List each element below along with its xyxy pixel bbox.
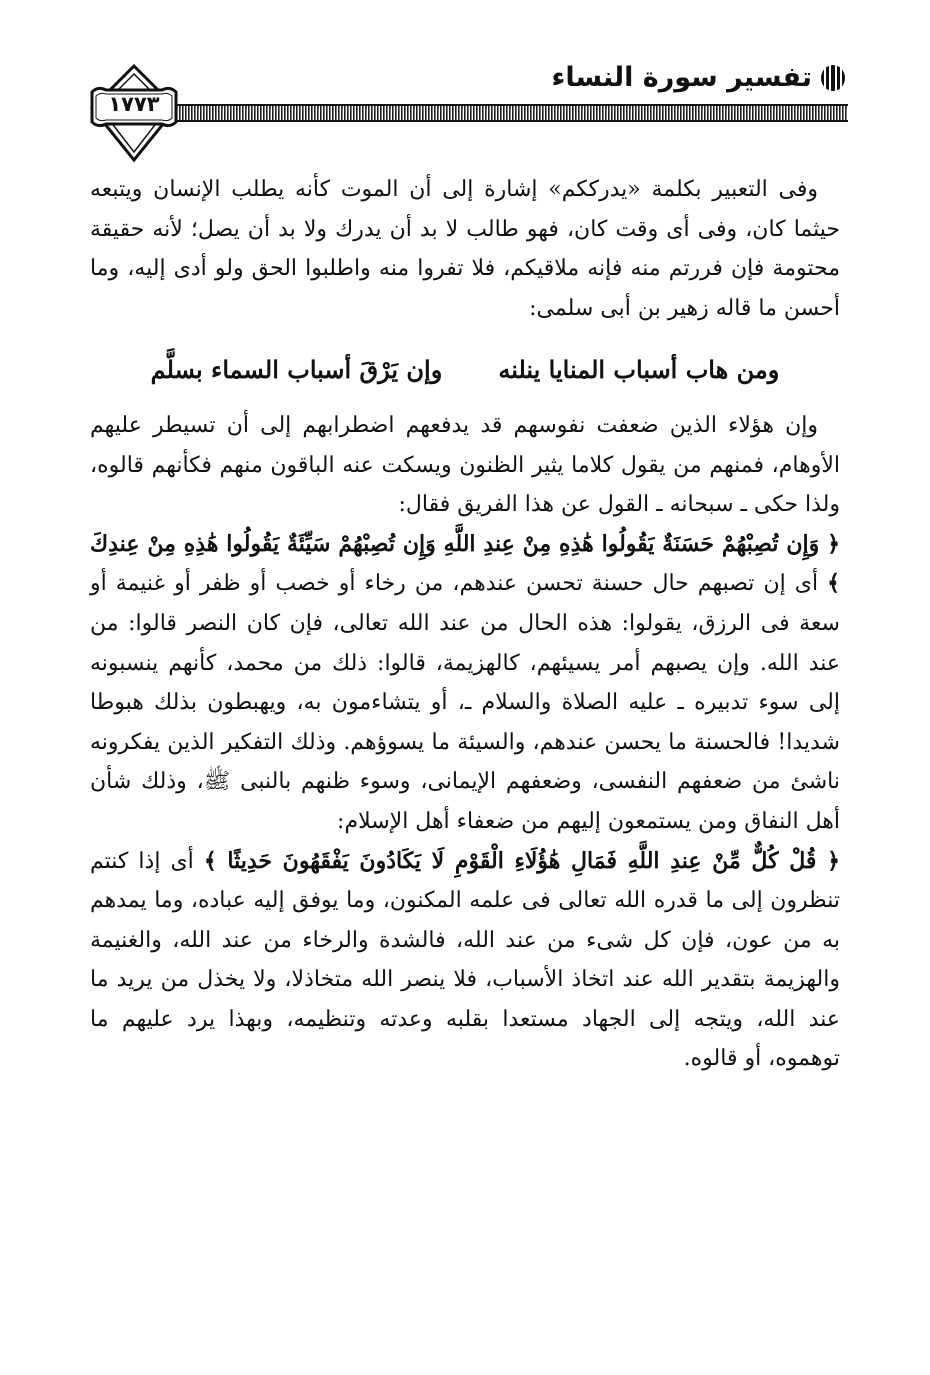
page-body: [90, 170, 840, 1079]
quran-verse-1: ﴿ وَإِن تُصِبْهُمْ حَسَنَةٌ يَقُولُوا هَٰذِهِ مِنْ عِندِ اللَّهِ وَإِن تُصِبْهُمْ سَيِّئَةٌ يَقُولُوا هَٰذِهِ مِنْ عِندِكَ ﴾: [90, 530, 840, 597]
flower-ornament-icon: [818, 62, 848, 94]
paragraph-4: [90, 842, 840, 1080]
header-rule: [170, 104, 848, 122]
page-header: [0, 0, 930, 170]
paragraph-2: وإن هؤلاء الذين ضعفت نفوسهم قد يدفعهم اضطرابهم إلى أن تسيطر عليهم الأوهام، فمنهم من يقول كلاما يثير الظنون ويسكت عنه الباقون منهم فكأنهم قالوه، ولذا حكى ـ سبحانه ـ القول عن هذا الفريق فقال:: [90, 412, 840, 518]
verse-hemistich-2: وإن يَرْقَ أسباب السماء بسلَّم: [150, 355, 443, 385]
verse-hemistich-1: ومن هاب أسباب المنايا ينلنه: [498, 355, 780, 385]
paragraph-4-text: أى إذا كنتم تنظرون إلى ما قدره الله تعالى فى علمه المكنون، وما يوفق إليه عباده، وما يمدهم به من عون، فإن كل شىء من عند الله، فالشدة والرخاء من عند الله، والغنيمة والهزيمة بتقدير الله عند اتخاذ الأسباب، فلا ينصر الله متخاذلا، ولا يخذل من يريد ما عند الله، ويتجه إلى الجهاد مستعدا بقلبه وعدته وتنظيمه، وبهذا يرد عليهم ما توهموه، أو قالوه.: [90, 848, 840, 1072]
page-number: ١٧٧٣: [108, 92, 160, 116]
paragraph-1: وفى التعبير بكلمة «يدرككم» إشارة إلى أن الموت كأنه يطلب الإنسان ويتبعه حيثما كان، وفى أى وقت كان، فهو طالب لا بد أن يدرك ولا بد أن يصل؛ لأنه حقيقة محتومة فإن فررتم منه فإنه ملاقيكم، فلا تفروا منه واطلبوا الحق ولو أدى إليه، وما أحسن ما قاله زهير بن أبى سلمى:: [90, 177, 840, 321]
paragraph-3: [90, 525, 840, 842]
quran-verse-2: ﴿ قُلْ كُلٌّ مِّنْ عِندِ اللَّهِ فَمَالِ هَٰؤُلَاءِ الْقَوْمِ لَا يَكَادُونَ يَفْقَهُونَ حَدِيثًا ﴾: [203, 847, 840, 874]
paragraph-3-text: أى إن تصبهم حال حسنة تحسن عندهم، من رخاء أو خصب أو ظفر أو غنيمة أو سعة فى الرزق، يقولوا: هذه الحال من عند الله تعالى، فإن كان النصر قالوا: من عند الله. وإن يصبهم أمر يسيئهم، كالهزيمة، قالوا: ذلك من محمد، كأنهم ينسبونه إلى سوء تدبيره ـ عليه الصلاة والسلام ـ، أو يتشاءمون به، ويهبطون بذلك هبوطا شديدا! فالحسنة ما يحسن عندهم، والسيئة ما يسوؤهم. وذلك التفكير الذين يفكرونه ناشئ من ضعفهم النفسى، وضعفهم الإيمانى، وسوء ظنهم بالنبى ﷺ، وذلك شأن أهل النفاق ومن يستمعون إليهم من ضعفاء أهل الإسلام:: [90, 571, 840, 834]
running-title: تفسير سورة النساء: [551, 62, 812, 93]
poetry-verse: [90, 350, 840, 390]
